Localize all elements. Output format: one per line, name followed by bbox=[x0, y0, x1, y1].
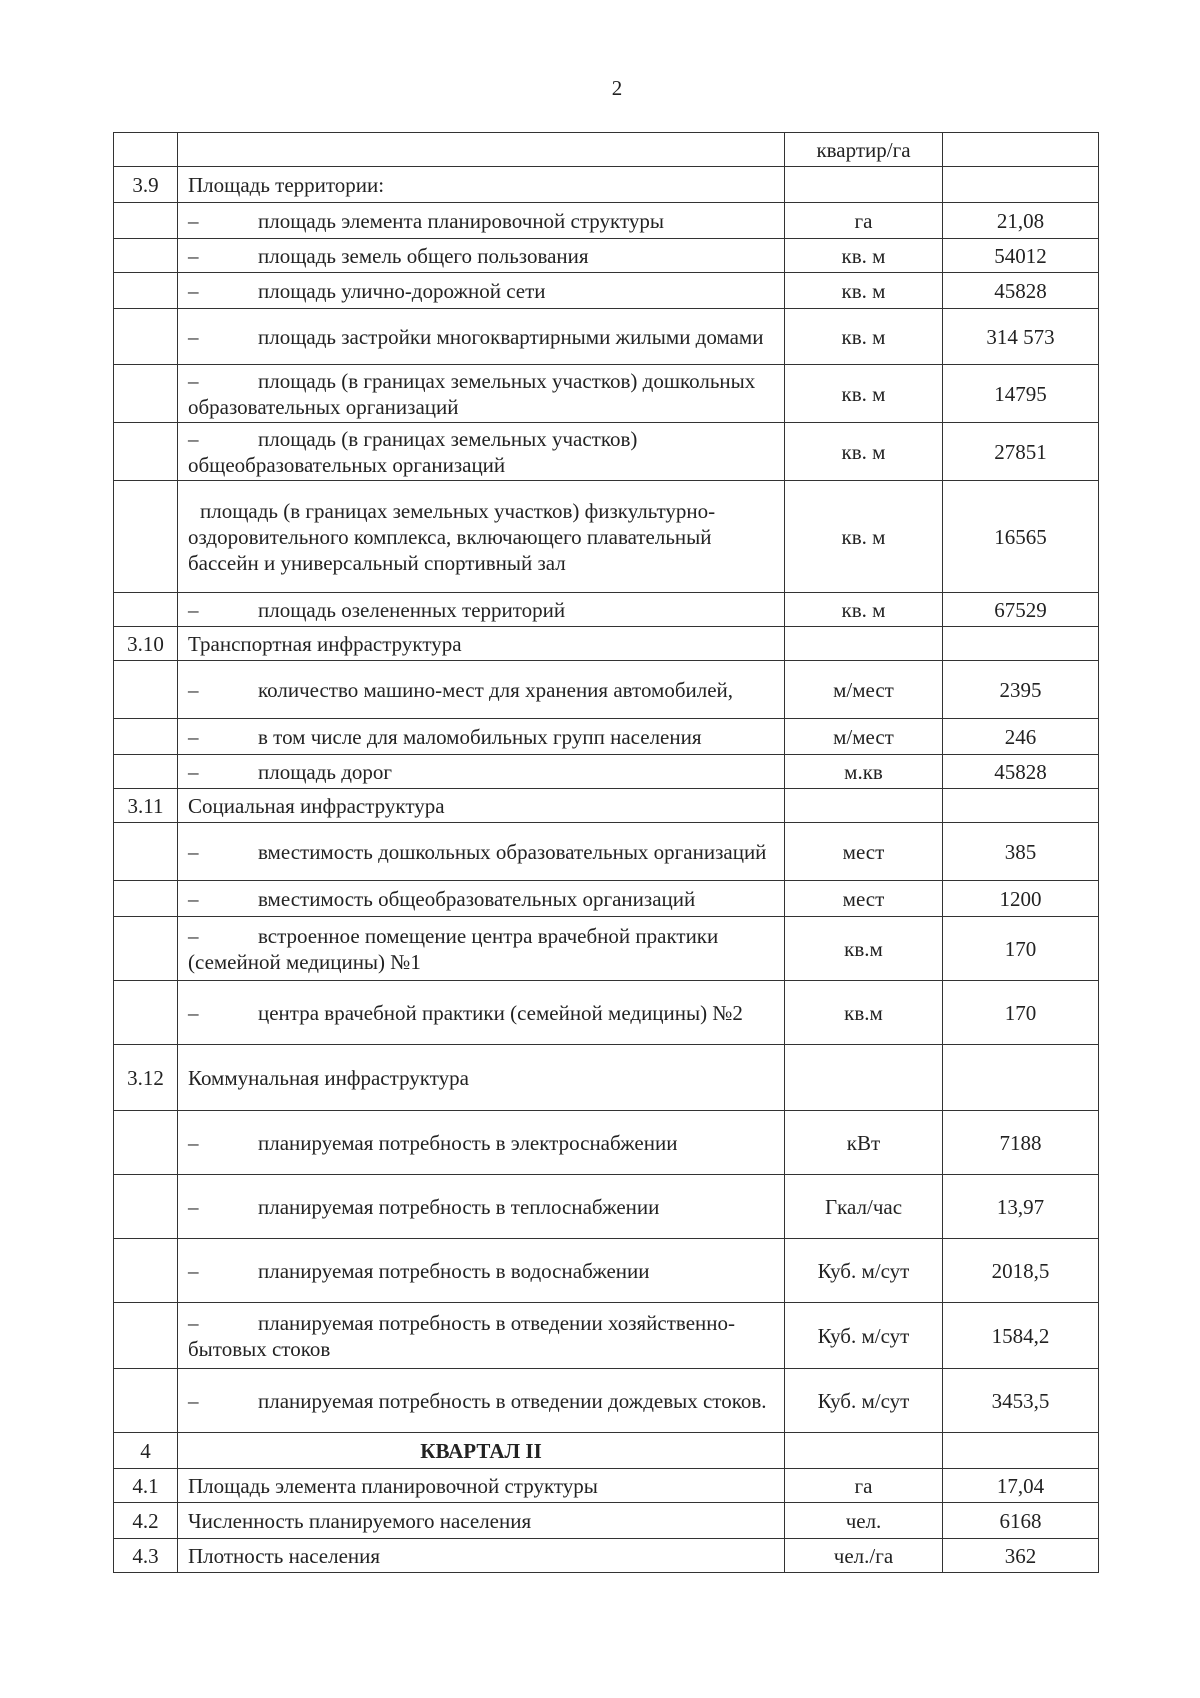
unit-cell bbox=[785, 627, 943, 661]
indicator-name bbox=[178, 1239, 785, 1303]
table-row bbox=[114, 365, 1099, 423]
indicator-name bbox=[178, 719, 785, 755]
row-number bbox=[114, 133, 178, 167]
row-number bbox=[114, 661, 178, 719]
dash-marker: – bbox=[188, 1310, 199, 1335]
value-cell bbox=[943, 167, 1099, 203]
row-number bbox=[114, 203, 178, 239]
dash-marker: – bbox=[188, 278, 199, 303]
dash-marker: – bbox=[188, 1388, 199, 1413]
value-cell: 2395 bbox=[943, 661, 1099, 719]
row-number bbox=[114, 1369, 178, 1433]
indicator-text: планируемая потребность в отведении дождевых стоков. bbox=[258, 1388, 767, 1413]
table-row bbox=[114, 167, 1099, 203]
indicator-name bbox=[178, 423, 785, 481]
indicator-text: планируемая потребность в теплоснабжении bbox=[258, 1194, 660, 1219]
table-row bbox=[114, 203, 1099, 239]
indicator-text: вместимость общеобразовательных организаций bbox=[258, 886, 696, 911]
indicator-name: Социальная инфраструктура bbox=[178, 789, 785, 823]
row-number: 3.11 bbox=[114, 789, 178, 823]
table-row bbox=[114, 309, 1099, 365]
row-number bbox=[114, 719, 178, 755]
unit-cell: кв. м bbox=[785, 423, 943, 481]
dash-marker: – bbox=[188, 886, 199, 911]
value-cell: 27851 bbox=[943, 423, 1099, 481]
unit-cell: Куб. м/сут bbox=[785, 1369, 943, 1433]
dash-marker: – bbox=[188, 677, 199, 702]
indicator-name: площадь (в границах земельных участков) физкультурно-оздоровительного комплекса, включающего плавательный бассейн и универсальный спортивный зал bbox=[178, 481, 785, 593]
table-row bbox=[114, 719, 1099, 755]
indicator-text: в том числе для маломобильных групп населения bbox=[258, 724, 702, 749]
unit-cell: мест bbox=[785, 823, 943, 881]
table-row bbox=[114, 1369, 1099, 1433]
unit-cell: кВт bbox=[785, 1111, 943, 1175]
unit-cell: га bbox=[785, 203, 943, 239]
value-cell: 14795 bbox=[943, 365, 1099, 423]
unit-cell: м/мест bbox=[785, 661, 943, 719]
value-cell bbox=[943, 627, 1099, 661]
indicator-name bbox=[178, 823, 785, 881]
indicator-name: Транспортная инфраструктура bbox=[178, 627, 785, 661]
dash-marker: – bbox=[188, 1000, 199, 1025]
table-row bbox=[114, 1175, 1099, 1239]
row-number bbox=[114, 1111, 178, 1175]
value-cell: 21,08 bbox=[943, 203, 1099, 239]
value-cell: 385 bbox=[943, 823, 1099, 881]
dash-marker: – bbox=[188, 923, 199, 948]
value-cell: 1200 bbox=[943, 881, 1099, 917]
indicator-name bbox=[178, 981, 785, 1045]
table-row bbox=[114, 133, 1099, 167]
unit-cell: м.кв bbox=[785, 755, 943, 789]
value-cell: 6168 bbox=[943, 1503, 1099, 1539]
row-number: 3.9 bbox=[114, 167, 178, 203]
dash-marker: – bbox=[188, 1194, 199, 1219]
table-row bbox=[114, 661, 1099, 719]
indicator-text: встроенное помещение центра врачебной практики (семейной медицины) №1 bbox=[188, 923, 719, 974]
unit-cell: кв. м bbox=[785, 365, 943, 423]
dash-marker: – bbox=[188, 243, 199, 268]
indicator-text: площадь улично-дорожной сети bbox=[258, 278, 546, 303]
indicator-name: Плотность населения bbox=[178, 1539, 785, 1573]
value-cell bbox=[943, 133, 1099, 167]
row-number bbox=[114, 823, 178, 881]
table-row bbox=[114, 1503, 1099, 1539]
table-row bbox=[114, 481, 1099, 593]
unit-cell: кв. м bbox=[785, 593, 943, 627]
indicator-name bbox=[178, 1303, 785, 1369]
indicators-table bbox=[113, 132, 1099, 1573]
value-cell: 16565 bbox=[943, 481, 1099, 593]
value-cell: 170 bbox=[943, 981, 1099, 1045]
indicator-name: Численность планируемого населения bbox=[178, 1503, 785, 1539]
indicators-table-body bbox=[114, 133, 1099, 1573]
indicator-text: площадь элемента планировочной структуры bbox=[258, 208, 664, 233]
indicator-text: центра врачебной практики (семейной медицины) №2 bbox=[258, 1000, 743, 1025]
row-number bbox=[114, 755, 178, 789]
indicator-name bbox=[178, 1111, 785, 1175]
dash-marker: – bbox=[188, 1130, 199, 1155]
row-number: 3.12 bbox=[114, 1045, 178, 1111]
indicator-name: Коммунальная инфраструктура bbox=[178, 1045, 785, 1111]
row-number bbox=[114, 917, 178, 981]
table-row bbox=[114, 1111, 1099, 1175]
table-row bbox=[114, 627, 1099, 661]
table-row bbox=[114, 917, 1099, 981]
indicator-name bbox=[178, 1175, 785, 1239]
unit-cell: квартир/га bbox=[785, 133, 943, 167]
unit-cell: кв. м bbox=[785, 481, 943, 593]
unit-cell: га bbox=[785, 1469, 943, 1503]
unit-cell: кв.м bbox=[785, 981, 943, 1045]
row-number bbox=[114, 365, 178, 423]
value-cell: 45828 bbox=[943, 273, 1099, 309]
unit-cell: Гкал/час bbox=[785, 1175, 943, 1239]
dash-marker: – bbox=[188, 839, 199, 864]
indicator-name: КВАРТАЛ II bbox=[178, 1433, 785, 1469]
indicator-text: площадь застройки многоквартирными жилыми домами bbox=[258, 324, 764, 349]
indicator-text: площадь (в границах земельных участков) дошкольных образовательных организаций bbox=[188, 368, 756, 419]
table-row bbox=[114, 881, 1099, 917]
unit-cell: Куб. м/сут bbox=[785, 1239, 943, 1303]
dash-marker: – bbox=[188, 426, 199, 451]
unit-cell: кв.м bbox=[785, 917, 943, 981]
indicator-name bbox=[178, 661, 785, 719]
indicator-text: площадь (в границах земельных участков) общеобразовательных организаций bbox=[188, 426, 638, 477]
indicator-name bbox=[178, 365, 785, 423]
value-cell: 13,97 bbox=[943, 1175, 1099, 1239]
value-cell: 362 bbox=[943, 1539, 1099, 1573]
row-number bbox=[114, 1303, 178, 1369]
table-row bbox=[114, 1239, 1099, 1303]
row-number bbox=[114, 309, 178, 365]
table-row bbox=[114, 1469, 1099, 1503]
row-number: 4.3 bbox=[114, 1539, 178, 1573]
value-cell: 3453,5 bbox=[943, 1369, 1099, 1433]
table-row bbox=[114, 1303, 1099, 1369]
indicator-text: планируемая потребность в водоснабжении bbox=[258, 1258, 650, 1283]
table-row bbox=[114, 1045, 1099, 1111]
row-number bbox=[114, 1175, 178, 1239]
table-row bbox=[114, 1433, 1099, 1469]
value-cell: 314 573 bbox=[943, 309, 1099, 365]
unit-cell: Куб. м/сут bbox=[785, 1303, 943, 1369]
row-number: 3.10 bbox=[114, 627, 178, 661]
row-number bbox=[114, 881, 178, 917]
table-row bbox=[114, 981, 1099, 1045]
value-cell: 1584,2 bbox=[943, 1303, 1099, 1369]
value-cell: 246 bbox=[943, 719, 1099, 755]
indicator-text: планируемая потребность в отведении хозяйственно-бытовых стоков bbox=[188, 1310, 735, 1361]
unit-cell: кв. м bbox=[785, 239, 943, 273]
unit-cell bbox=[785, 1045, 943, 1111]
row-number bbox=[114, 1239, 178, 1303]
dash-marker: – bbox=[188, 759, 199, 784]
table-row bbox=[114, 423, 1099, 481]
value-cell bbox=[943, 1433, 1099, 1469]
value-cell: 67529 bbox=[943, 593, 1099, 627]
value-cell: 54012 bbox=[943, 239, 1099, 273]
indicator-name bbox=[178, 917, 785, 981]
indicator-name bbox=[178, 309, 785, 365]
unit-cell: мест bbox=[785, 881, 943, 917]
table-row bbox=[114, 1539, 1099, 1573]
indicator-name bbox=[178, 133, 785, 167]
row-number: 4 bbox=[114, 1433, 178, 1469]
indicator-name bbox=[178, 273, 785, 309]
table-row bbox=[114, 823, 1099, 881]
value-cell bbox=[943, 789, 1099, 823]
row-number: 4.2 bbox=[114, 1503, 178, 1539]
page-number: 2 bbox=[611, 76, 623, 100]
table-row bbox=[114, 273, 1099, 309]
indicator-name bbox=[178, 755, 785, 789]
dash-marker: – bbox=[188, 597, 199, 622]
unit-cell: кв. м bbox=[785, 273, 943, 309]
table-row bbox=[114, 239, 1099, 273]
row-number bbox=[114, 481, 178, 593]
value-cell: 2018,5 bbox=[943, 1239, 1099, 1303]
indicator-name: Площадь элемента планировочной структуры bbox=[178, 1469, 785, 1503]
indicator-text: количество машино-мест для хранения автомобилей, bbox=[258, 677, 734, 702]
row-number bbox=[114, 423, 178, 481]
row-number bbox=[114, 239, 178, 273]
unit-cell: чел. bbox=[785, 1503, 943, 1539]
dash-marker: – bbox=[188, 324, 199, 349]
unit-cell bbox=[785, 789, 943, 823]
indicator-name bbox=[178, 239, 785, 273]
row-number bbox=[114, 273, 178, 309]
row-number bbox=[114, 593, 178, 627]
indicator-name bbox=[178, 1369, 785, 1433]
unit-cell: чел./га bbox=[785, 1539, 943, 1573]
table-row bbox=[114, 755, 1099, 789]
dash-marker: – bbox=[188, 208, 199, 233]
indicator-text: планируемая потребность в электроснабжении bbox=[258, 1130, 678, 1155]
table-row bbox=[114, 789, 1099, 823]
unit-cell: м/мест bbox=[785, 719, 943, 755]
value-cell bbox=[943, 1045, 1099, 1111]
indicator-name bbox=[178, 881, 785, 917]
unit-cell: кв. м bbox=[785, 309, 943, 365]
dash-marker: – bbox=[188, 724, 199, 749]
dash-marker: – bbox=[188, 368, 199, 393]
indicator-text: вместимость дошкольных образовательных организаций bbox=[258, 839, 767, 864]
value-cell: 45828 bbox=[943, 755, 1099, 789]
dash-marker: – bbox=[188, 1258, 199, 1283]
unit-cell bbox=[785, 1433, 943, 1469]
indicator-name bbox=[178, 203, 785, 239]
unit-cell bbox=[785, 167, 943, 203]
indicator-name: Площадь территории: bbox=[178, 167, 785, 203]
row-number: 4.1 bbox=[114, 1469, 178, 1503]
value-cell: 17,04 bbox=[943, 1469, 1099, 1503]
indicator-text: площадь дорог bbox=[258, 759, 393, 784]
table-row bbox=[114, 593, 1099, 627]
value-cell: 7188 bbox=[943, 1111, 1099, 1175]
value-cell: 170 bbox=[943, 917, 1099, 981]
indicator-name bbox=[178, 593, 785, 627]
row-number bbox=[114, 981, 178, 1045]
indicator-text: площадь земель общего пользования bbox=[258, 243, 589, 268]
indicator-text: площадь озелененных территорий bbox=[258, 597, 566, 622]
